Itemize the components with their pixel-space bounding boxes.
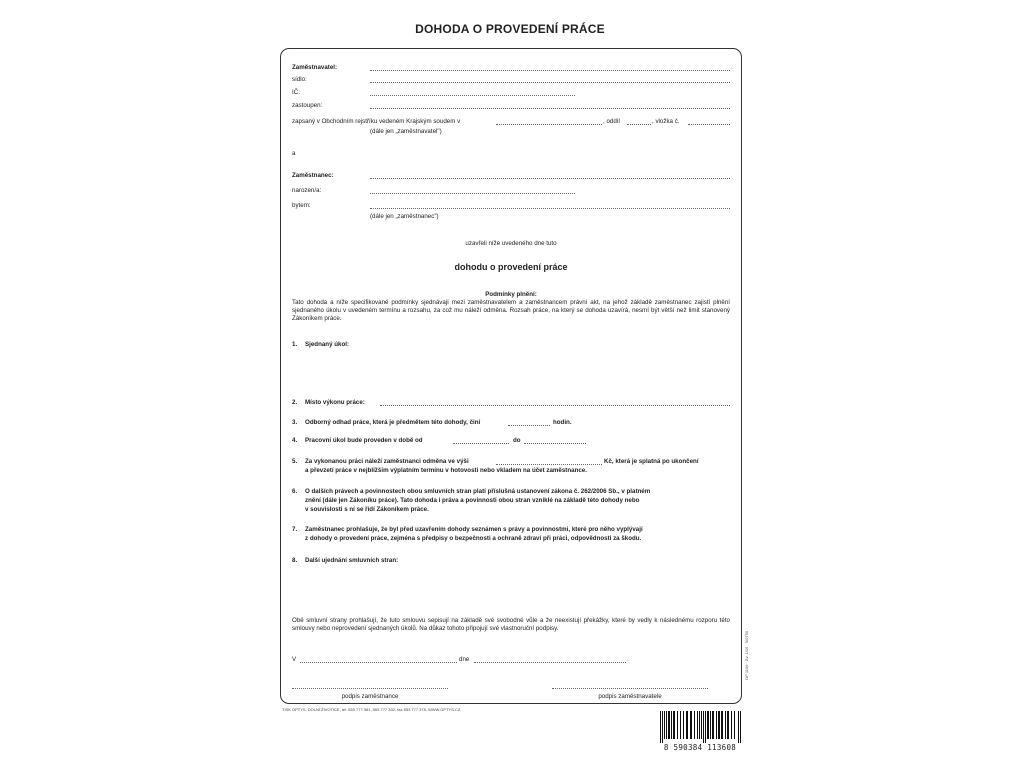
item-2-number: 2. [292,399,298,406]
employee-residence-field[interactable] [370,208,730,209]
registry-section-field[interactable] [627,124,651,125]
barcode-bar [660,711,661,743]
conditions-heading: Podmínky plnění: [485,291,537,298]
barcode-bar [686,711,688,739]
barcode-bar [738,711,739,743]
registry-court-field[interactable] [496,124,602,125]
item-3-text: Odborný odhad práce, která je předmětem této dohody, činí [305,419,481,426]
barcode-bar [727,711,729,739]
barcode-bar [683,711,684,739]
barcode-bar [673,711,675,739]
place-field[interactable] [300,662,457,663]
item-5-number: 5. [292,458,298,465]
date-label: dne [459,656,470,663]
item-5-suffix: Kč, která je splatná po ukončení [604,458,699,465]
item-6-line3: v souvislosti s ní se řídí Zákoníkem práce. [305,506,429,513]
employee-born-label: narozen/a: [292,187,322,194]
barcode-bar [664,711,665,739]
reward-amount-field[interactable] [496,464,602,465]
employer-represented-label: zastoupen: [292,102,323,109]
document-title: DOHODA O PROVEDENÍ PRÁCE [415,22,605,36]
item-8-text: Další ujednání smluvních stran: [305,557,399,564]
barcode-bar [710,711,711,739]
barcode-bar [668,711,670,739]
barcode-bar [721,711,723,739]
date-to-field[interactable] [524,443,586,444]
registry-section-label: , oddíl [603,118,620,125]
barcode-bar [731,711,732,739]
barcode-bar [701,711,702,739]
barcode-bar [703,711,704,743]
conjunction-text: a [292,150,296,157]
hours-field[interactable] [508,425,550,426]
item-3-number: 3. [292,419,298,426]
item-6-number: 6. [292,488,298,495]
barcode-number: 8 590384 113608 [663,743,737,752]
conditions-text: Tato dohoda a níže specifikované podmínky sjednávají mezi zaměstnavatelem a zaměstnancem právní akt, na jehož základě zaměstnanec zajistí plnění sjednaného úkolu v uvedeném termínu a rozsahu, za což mu náleží odměna. Rozsah práce, na který se dohoda uzavírá, nesmí být větší než limit stanovený Zákoníkem práce. [292,299,730,322]
barcode-bar [712,711,714,739]
barcode-graphic [658,711,742,743]
date-from-field[interactable] [453,443,509,444]
employer-name-field[interactable] [370,70,730,71]
closing-text: Obě smluvní strany prohlašují, že tuto smlouvu sepisují na základě své svobodné vůle a že neexistují překážky, které by vedly k následnému rozporu této smlouvy nebo neprovedení sjednaných úkolů. Na důkaz tohoto připojují své vlastnoruční podpisy. [292,617,730,632]
barcode-bar [680,711,681,739]
form-code: OP 1106 · Ev. 1/16 · 5/0750 [744,630,749,680]
barcode-bar [694,711,695,739]
barcode-bar [705,711,706,743]
barcode-bar [716,711,717,739]
item-1-number: 1. [292,341,298,348]
form-frame [280,48,742,704]
employee-residence-label: bytem: [292,202,311,209]
item-6-text: O dalších právech a povinnostech obou smluvních stran platí příslušná ustanovení zákona č. 262/2006 Sb., v platném [305,488,651,495]
employee-signature-label: podpis zaměstnance [341,693,399,700]
work-place-field[interactable] [380,405,730,406]
barcode-bar [677,711,678,739]
item-4-number: 4. [292,437,298,444]
item-5-line2: a převzetí práce v nejbližším výplatním termínu v hotovosti nebo vkladem na účet zaměstnance. [305,467,587,474]
item-7-text: Zaměstnanec prohlašuje, že byl před uzavřením dohody seznámen s právy a povinnostmi, které pro něho vyplývají [305,526,643,533]
item-4-text: Pracovní úkol bude proveden v době od [305,437,423,444]
item-7-line2: z dohody o provedení práce, zejména s předpisy o bezpečnosti a ochraně zdraví při práci, odpovědnosti za škodu. [305,535,642,542]
barcode-bar [662,711,663,743]
employee-name-field[interactable] [370,178,730,179]
item-7-number: 7. [292,526,298,533]
employer-signature-line[interactable] [552,688,708,689]
printer-footer: TISK OPTYS, DOLNÍ ŽIVOTICE, tel. 553 777 381, 553 777 332, fax 553 777 378, WWW.OPTYS.CZ [282,707,461,712]
employer-signature-label: podpis zaměstnavatele [598,693,662,700]
registry-insert-label: , vložka č. [652,118,680,125]
item-4-mid: do [513,437,521,444]
barcode-bar [699,711,700,739]
employee-signature-line[interactable] [292,688,448,689]
employee-born-field[interactable] [370,193,575,194]
registry-insert-field[interactable] [688,124,730,125]
barcode-bar [666,711,667,739]
employer-alias: (dále jen „zaměstnavatel") [370,128,442,135]
employer-represented-field[interactable] [370,108,730,109]
employee-label: Zaměstnanec: [292,172,334,179]
barcode-bar [671,711,672,739]
barcode-bar [725,711,726,739]
employer-registry-text: zapsaný v Obchodním rejstříku vedeném Krajským soudem v [292,118,461,125]
employer-seat-field[interactable] [370,82,730,83]
employer-seat-label: sídlo: [292,76,307,83]
barcode-bar [734,711,735,739]
place-label: V [292,656,297,663]
employer-ic-field[interactable] [370,95,575,96]
employer-ic-label: IČ: [292,89,300,96]
signing-date-field[interactable] [474,662,626,663]
employer-label: Zaměstnavatel: [292,64,338,71]
item-1-text: Sjednaný úkol: [305,341,350,348]
item-8-number: 8. [292,557,298,564]
item-6-line2: znění (dále jen Zákoníku práce). Tato dohoda i práva a povinnosti obou stran vzniklé na základě této dohody nebo [305,497,640,504]
agreement-heading: dohodu o provedení práce [454,262,568,272]
barcode-bar [697,711,698,739]
barcode-bar [690,711,692,739]
intro-text: uzavřeli níže uvedeného dne tuto [465,240,557,247]
item-5-text: Za vykonanou práci náleží zaměstnanci odměna ve výši [305,458,469,465]
barcode-bar [718,711,720,739]
item-2-text: Místo výkonu práce: [305,399,365,406]
barcode-bar [707,711,709,739]
item-3-suffix: hodin. [553,419,572,426]
employee-alias: (dále jen „zaměstnanec") [370,213,439,220]
barcode-bar [740,711,741,743]
